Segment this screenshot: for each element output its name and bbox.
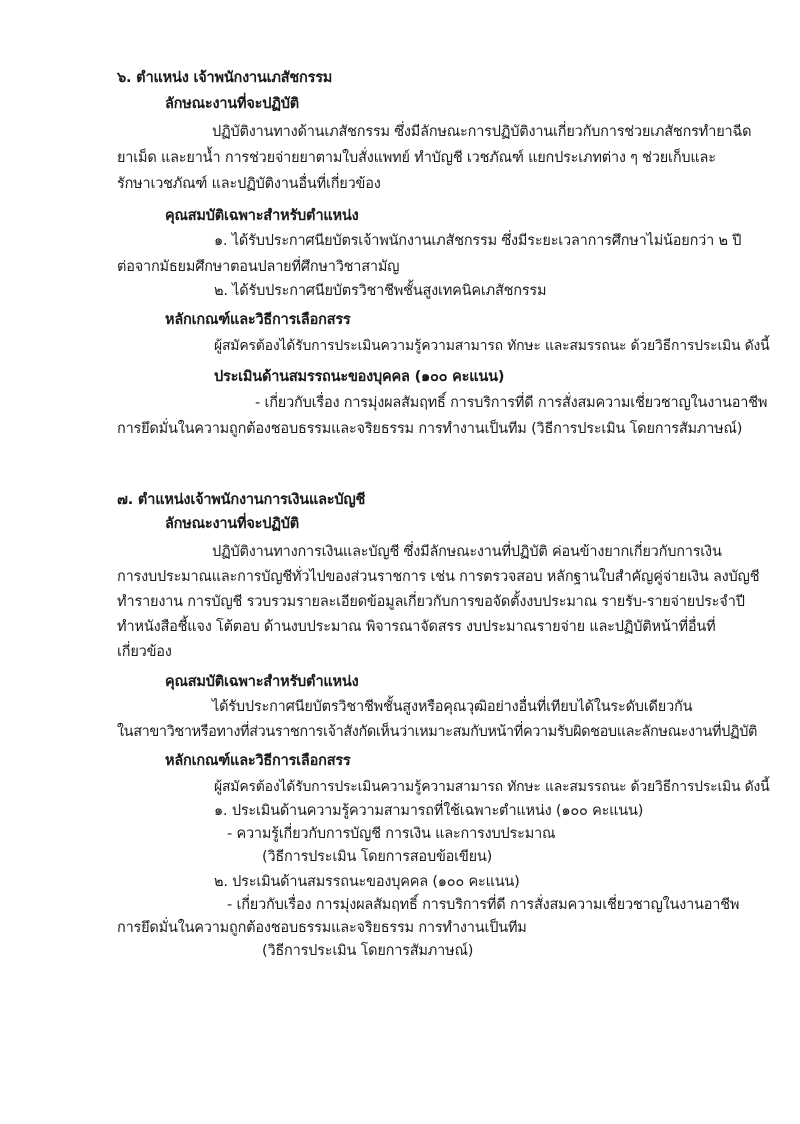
section6-duty-line: ปฏิบัติงานทางด้านเภสัชกรรม ซึ่งมีลักษณะการปฏิบัติงานเกี่ยวกับการช่วยเภสัชกรทำยาฉีด: [212, 124, 752, 140]
section7-qual-line: ในสาขาวิชาหรือทางที่ส่วนราชการเจ้าสังกัดเห็นว่าเหมาะสมกับหน้าที่ความรับผิดชอบและลักษณะงานที่ปฏิบัติ: [117, 724, 758, 740]
section7-eval1-method: (วิธีการประเมิน โดยการสอบข้อเขียน): [262, 849, 493, 865]
section6-criteria-title: หลักเกณฑ์และวิธีการเลือกสรร: [165, 312, 351, 328]
section7-heading: ๗. ตำแหน่งเจ้าพนักงานการเงินและบัญชี: [117, 492, 366, 508]
section6-eval-title: ประเมินด้านสมรรถนะของบุคคล (๑๐๐ คะแนน): [214, 369, 505, 385]
section6-qual-line: ๒. ได้รับประกาศนียบัตรวิชาชีพชั้นสูงเทคนิคเภสัชกรรม: [214, 283, 547, 299]
section6-qual-line: ต่อจากมัธยมศึกษาตอนปลายที่ศึกษาวิชาสามัญ: [117, 259, 400, 275]
section7-duty-line: ทำหนังสือชี้แจง โต้ตอบ ด้านงบประมาณ พิจารณาจัดสรร งบประมาณรายจ่าย และปฏิบัติหน้าที่อื่นที่: [117, 619, 716, 635]
section7-qual-line: ได้รับประกาศนียบัตรวิชาชีพชั้นสูงหรือคุณวุฒิอย่างอื่นที่เทียบได้ในระดับเดียวกัน: [212, 699, 693, 715]
section7-duty-line: ทำรายงาน การบัญชี รวบรวมรายละเอียดข้อมูลเกี่ยวกับการขอจัดตั้งงบประมาณ รายรับ-รายจ่ายประจำปี: [117, 594, 745, 610]
section7-duty-title: ลักษณะงานที่จะปฏิบัติ: [165, 516, 299, 532]
section6-heading: ๖. ตำแหน่ง เจ้าพนักงานเภสัชกรรม: [117, 70, 333, 86]
section6-qual-title: คุณสมบัติเฉพาะสำหรับตำแหน่ง: [165, 208, 359, 224]
section7-eval2-line: - เกี่ยวกับเรื่อง การมุ่งผลสัมฤทธิ์ การบริการที่ดี การสั่งสมความเชี่ยวชาญในงานอาชีพ: [227, 897, 740, 913]
section7-criteria-intro: ผู้สมัครต้องได้รับการประเมินความรู้ความสามารถ ทักษะ และสมรรถนะ ด้วยวิธีการประเมิน ดังนี้: [214, 779, 770, 795]
section7-eval2-line: การยึดมั่นในความถูกต้องชอบธรรมและจริยธรรม การทำงานเป็นทีม: [117, 920, 527, 936]
section6-duty-title: ลักษณะงานที่จะปฏิบัติ: [165, 96, 299, 112]
section7-duty-line: เกี่ยวข้อง: [117, 644, 172, 660]
section7-eval1-detail: - ความรู้เกี่ยวกับการบัญชี การเงิน และการงบประมาณ: [227, 826, 556, 842]
section6-criteria-intro: ผู้สมัครต้องได้รับการประเมินความรู้ความสามารถ ทักษะ และสมรรถนะ ด้วยวิธีการประเมิน ดังนี้: [214, 338, 770, 354]
section7-eval1-title: ๑. ประเมินด้านความรู้ความสามารถที่ใช้เฉพาะตำแหน่ง (๑๐๐ คะแนน): [214, 803, 644, 819]
section6-duty-line: รักษาเวชภัณฑ์ และปฏิบัติงานอื่นที่เกี่ยวข้อง: [117, 176, 381, 192]
section7-criteria-title: หลักเกณฑ์และวิธีการเลือกสรร: [165, 753, 351, 769]
section7-duty-line: การงบประมาณและการบัญชีทั่วไปของส่วนราชการ เช่น การตรวจสอบ หลักฐานใบสำคัญคู่จ่ายเงิน ลงบัญชี: [117, 569, 760, 585]
section6-eval-line: - เกี่ยวกับเรื่อง การมุ่งผลสัมฤทธิ์ การบริการที่ดี การสั่งสมความเชี่ยวชาญในงานอาชีพ: [255, 395, 768, 411]
section6-eval-line: การยึดมั่นในความถูกต้องชอบธรรมและจริยธรรม การทำงานเป็นทีม (วิธีการประเมิน โดยการสัมภาษณ์): [117, 421, 743, 437]
section7-eval2-method: (วิธีการประเมิน โดยการสัมภาษณ์): [262, 943, 474, 959]
section7-eval2-title: ๒. ประเมินด้านสมรรถนะของบุคคล (๑๐๐ คะแนน): [214, 874, 520, 890]
section7-duty-line: ปฏิบัติงานทางการเงินและบัญชี ซึ่งมีลักษณะงานที่ปฏิบัติ ค่อนข้างยากเกี่ยวกับการเงิน: [212, 544, 722, 560]
section6-qual-line: ๑. ได้รับประกาศนียบัตรเจ้าพนักงานเภสัชกรรม ซึ่งมีระยะเวลาการศึกษาไม่น้อยกว่า ๒ ปี: [214, 233, 742, 249]
section6-duty-line: ยาเม็ด และยาน้ำ การช่วยจ่ายยาตามใบสั่งแพทย์ ทำบัญชี เวชภัณฑ์ แยกประเภทต่าง ๆ ช่วยเก็บและ: [117, 150, 716, 166]
section7-qual-title: คุณสมบัติเฉพาะสำหรับตำแหน่ง: [165, 674, 359, 690]
